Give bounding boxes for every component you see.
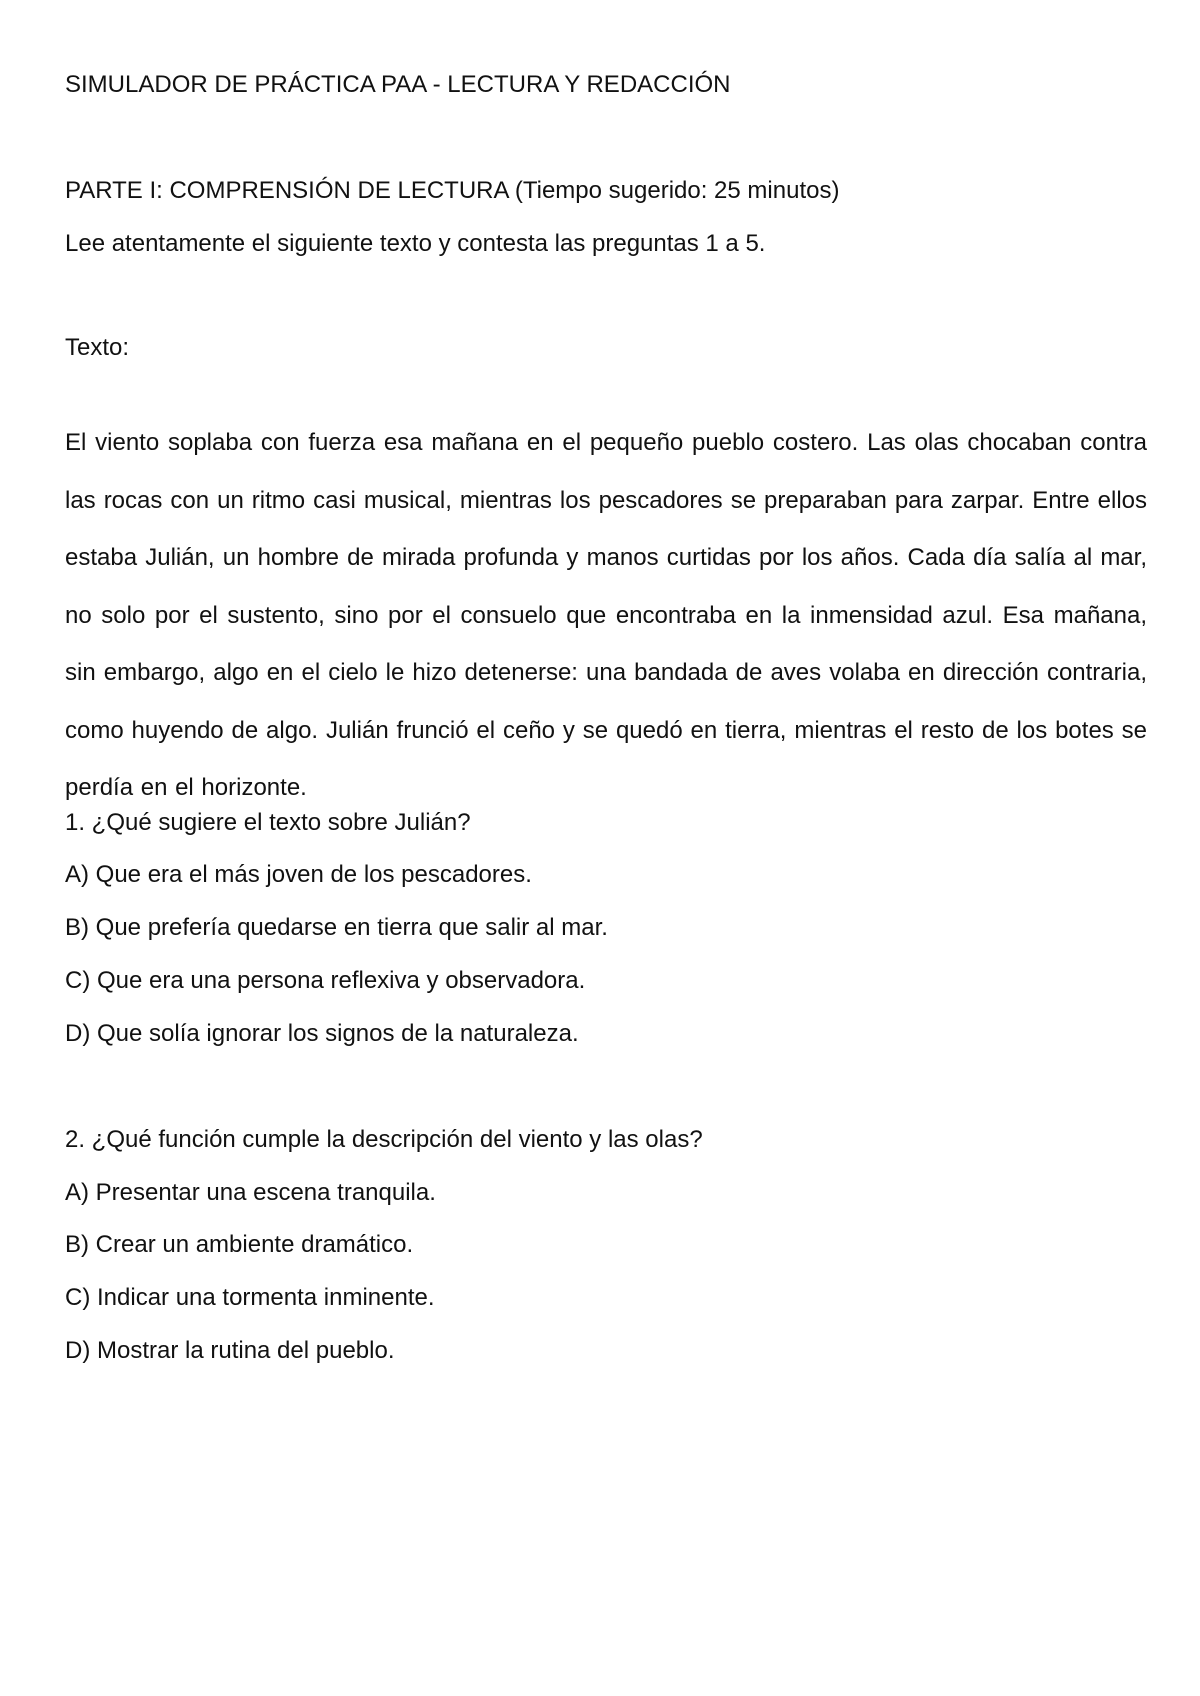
question-2-option-d: D) Mostrar la rutina del pueblo. — [65, 1337, 395, 1364]
reading-passage: El viento soplaba con fuerza esa mañana en el pequeño pueblo costero. Las olas chocaban contra las rocas con un ritmo casi musical, mientras los pescadores se preparaban para zarpar. Entre ellos estaba Julián, un hombre de mirada profunda y manos curtidas por los años. Cada día salía al mar, no solo por el sustento, sino por el consuelo que encontraba en la inmensidad azul. Esa mañana, sin embargo, algo en el cielo le hizo detenerse: una bandada de aves volaba en dirección contraria, como huyendo de algo. Julián frunció el ceño y se quedó en tierra, mientras el resto de los botes se perdía en el horizonte. — [65, 429, 1147, 801]
question-2-option-a: A) Presentar una escena tranquila. — [65, 1179, 436, 1206]
question-1-option-c: C) Que era una persona reflexiva y observadora. — [65, 967, 586, 994]
question-1: 1. ¿Qué sugiere el texto sobre Julián? — [65, 809, 471, 836]
text-label: Texto: — [65, 334, 130, 361]
question-2-option-b: B) Crear un ambiente dramático. — [65, 1231, 414, 1258]
question-2-option-c: C) Indicar una tormenta inminente. — [65, 1284, 435, 1311]
question-1-option-a: A) Que era el más joven de los pescadores. — [65, 861, 532, 888]
reading-instruction: Lee atentamente el siguiente texto y contesta las preguntas 1 a 5. — [65, 230, 766, 257]
document-title: SIMULADOR DE PRÁCTICA PAA - LECTURA Y REDACCIÓN — [65, 71, 731, 98]
part-heading: PARTE I: COMPRENSIÓN DE LECTURA (Tiempo sugerido: 25 minutos) — [65, 177, 840, 204]
question-2: 2. ¿Qué función cumple la descripción del viento y las olas? — [65, 1126, 703, 1153]
question-1-option-d: D) Que solía ignorar los signos de la naturaleza. — [65, 1020, 579, 1047]
question-1-option-b: B) Que prefería quedarse en tierra que salir al mar. — [65, 914, 608, 941]
